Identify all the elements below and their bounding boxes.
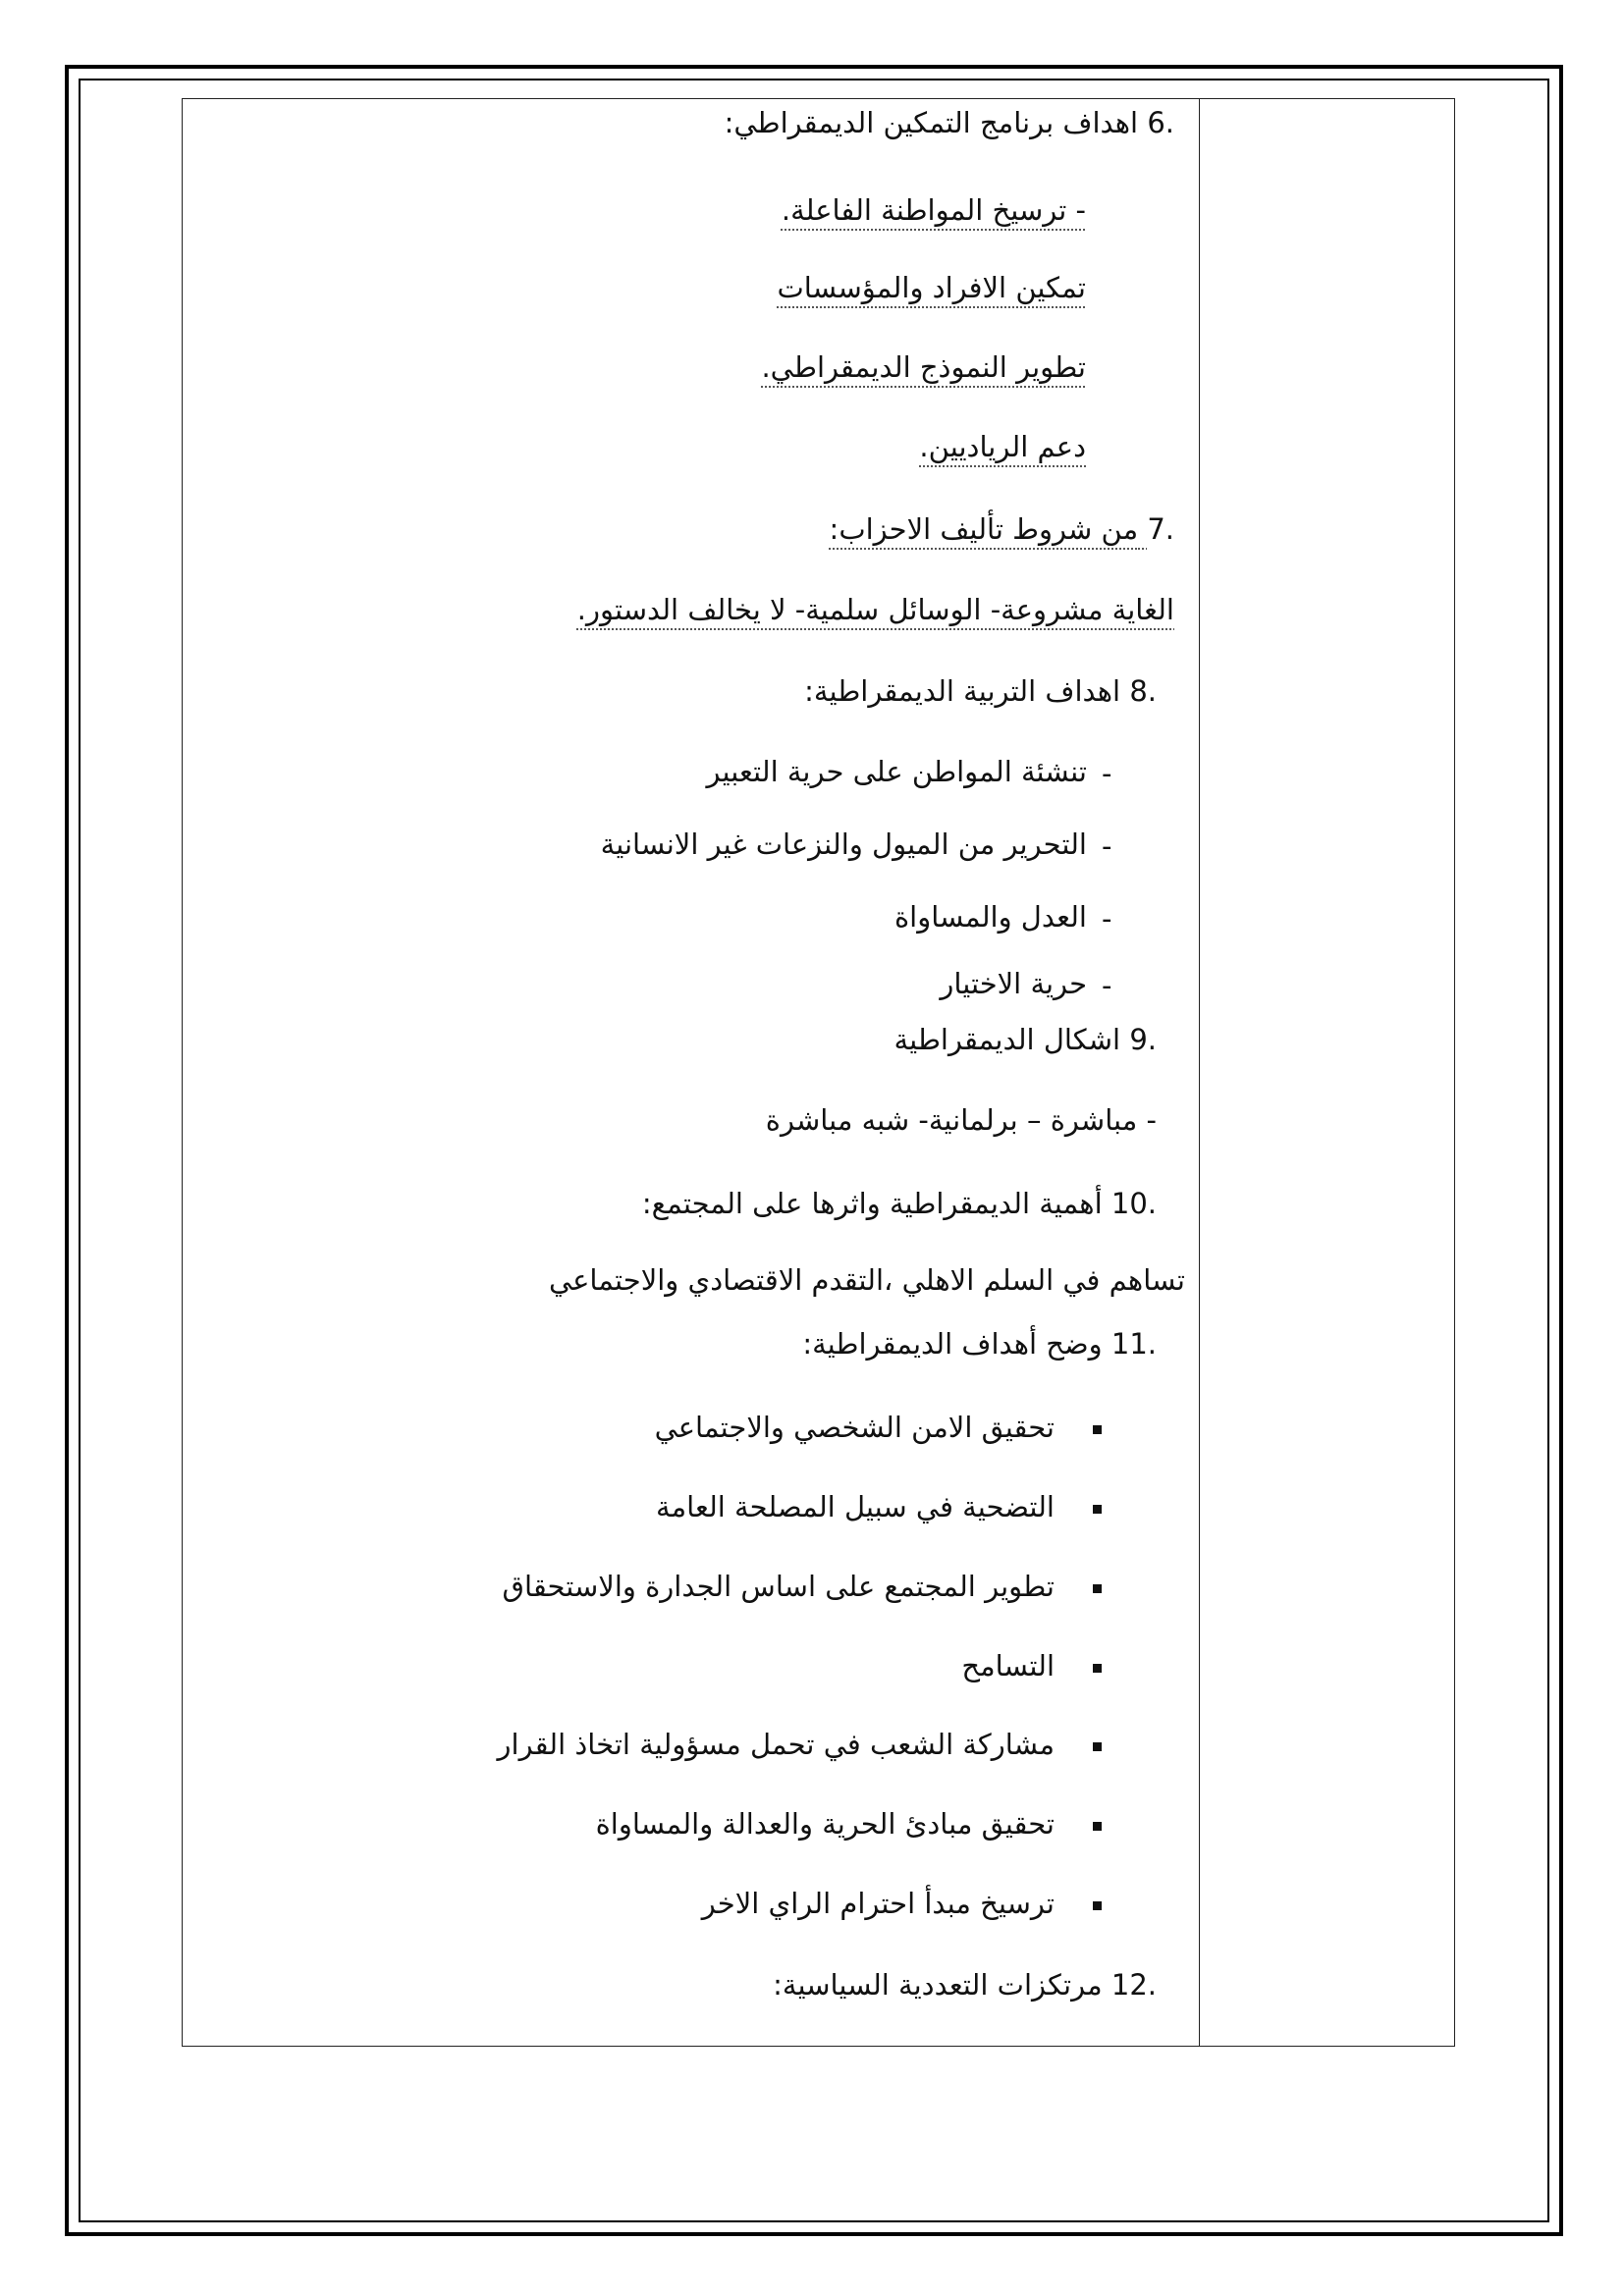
square-bullet <box>1093 1822 1102 1831</box>
heading-number: 9. <box>1129 1023 1157 1056</box>
list-item: التسامح <box>961 1649 1055 1682</box>
answer-line: تمكين الافراد والمؤسسات <box>777 271 1086 304</box>
list-item: تحقيق الامن الشخصي والاجتماعي <box>654 1411 1055 1444</box>
heading-number: 6. <box>1147 106 1174 139</box>
heading-number: 12. <box>1110 1968 1157 2002</box>
answer-line: دعم الرياديين. <box>919 430 1086 463</box>
list-item: تنشئة المواطن على حرية التعبير <box>706 755 1087 788</box>
answer-line: تساهم في السلم الاهلي ،التقدم الاقتصادي والاجتماعي <box>548 1263 1185 1297</box>
heading-number: 11. <box>1110 1327 1157 1361</box>
side-cell <box>1199 98 1455 2047</box>
heading-title: اهداف التربية الديمقراطية: <box>804 674 1121 708</box>
dash-bullet: - <box>1102 969 1112 1002</box>
square-bullet <box>1093 1505 1102 1514</box>
list-item: ترسيخ مبدأ احترام الراي الاخر <box>701 1887 1055 1920</box>
list-item: مشاركة الشعب في تحمل مسؤولية اتخاذ القرار <box>497 1728 1055 1761</box>
answer-line: الغاية مشروعة- الوسائل سلمية- لا يخالف الدستور. <box>576 593 1174 626</box>
square-bullet <box>1093 1901 1102 1910</box>
dash-bullet: - <box>1102 757 1112 790</box>
heading-number: 7. <box>1147 512 1174 546</box>
heading-title: اشكال الديمقراطية <box>893 1023 1121 1056</box>
answer-line: تطوير النموذج الديمقراطي. <box>761 350 1086 384</box>
heading-8 <box>804 674 1157 708</box>
heading-6 <box>724 106 1174 139</box>
heading-title: أهمية الديمقراطية واثرها على المجتمع: <box>641 1187 1103 1220</box>
heading-7 <box>829 512 1174 546</box>
square-bullet <box>1093 1584 1102 1593</box>
list-item: التضحية في سبيل المصلحة العامة <box>656 1490 1055 1523</box>
square-bullet <box>1093 1742 1102 1751</box>
square-bullet <box>1093 1664 1102 1673</box>
heading-11 <box>802 1327 1157 1361</box>
heading-9 <box>893 1023 1157 1056</box>
heading-title: مرتكزات التعددية السياسية: <box>773 1968 1103 2002</box>
heading-12 <box>773 1968 1157 2002</box>
heading-number: 10. <box>1110 1187 1157 1220</box>
heading-title: وضح أهداف الديمقراطية: <box>802 1327 1103 1361</box>
answer-line: - مباشرة – برلمانية- شبه مباشرة <box>765 1103 1157 1137</box>
list-item: التحرير من الميول والنزعات غير الانسانية <box>600 828 1087 861</box>
answer-line: - ترسيخ المواطنة الفاعلة. <box>781 193 1086 227</box>
heading-10 <box>641 1187 1157 1220</box>
square-bullet <box>1093 1425 1102 1434</box>
heading-title: اهداف برنامج التمكين الديمقراطي: <box>724 106 1139 139</box>
list-item: العدل والمساواة <box>893 900 1087 934</box>
list-item: حرية الاختيار <box>940 967 1087 1000</box>
heading-title: من شروط تأليف الاحزاب: <box>829 512 1139 546</box>
dash-bullet: - <box>1102 829 1112 863</box>
list-item: تحقيق مبادئ الحرية والعدالة والمساواة <box>595 1807 1055 1841</box>
heading-number: 8. <box>1129 674 1157 708</box>
dash-bullet: - <box>1102 902 1112 935</box>
list-item: تطوير المجتمع على اساس الجدارة والاستحقاق <box>502 1570 1055 1603</box>
